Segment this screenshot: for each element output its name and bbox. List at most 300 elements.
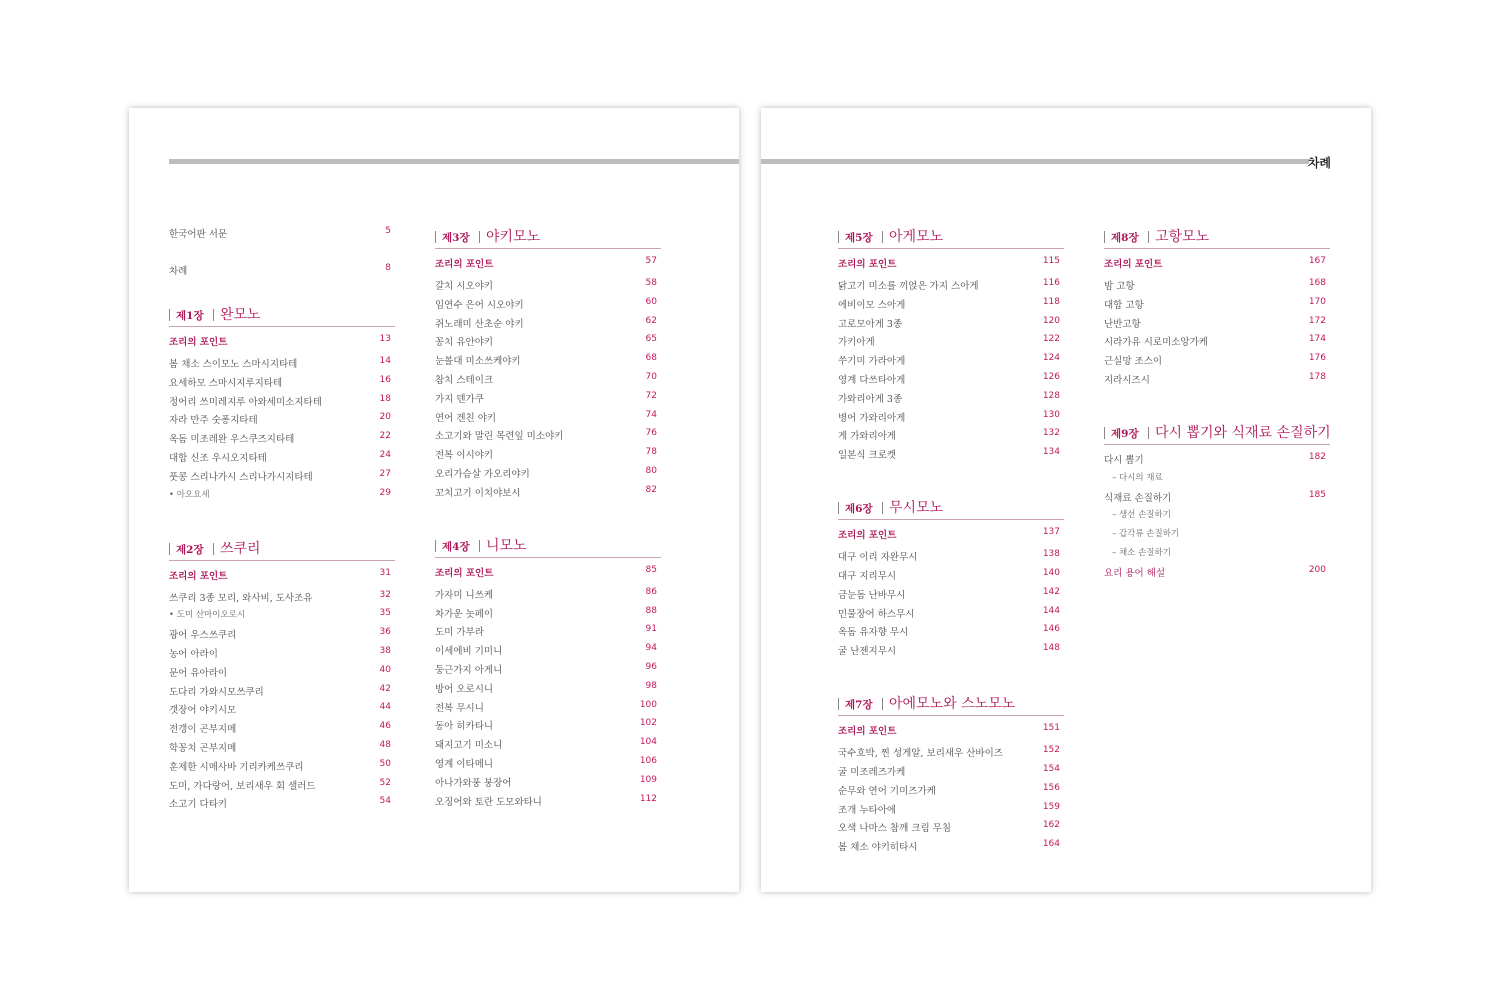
- toc-entry[interactable]: [838, 643, 1060, 657]
- entry-title: 아나가와풍 붕장어: [435, 777, 512, 789]
- entry-page-number: 115: [1042, 256, 1060, 266]
- toc-entry[interactable]: [435, 372, 657, 386]
- toc-entry[interactable]: [435, 775, 657, 789]
- entry-title: 차가운 놋페이: [435, 608, 494, 620]
- toc-entry[interactable]: [435, 737, 657, 751]
- toc-entry[interactable]: [435, 606, 657, 620]
- toc-entry[interactable]: [169, 356, 391, 370]
- entry-title: 식재료 손질하기: [1104, 492, 1172, 504]
- entry-title: 오징어와 토란 도모와타니: [435, 796, 542, 808]
- entry-title: 가키아게: [838, 337, 875, 349]
- toc-entry[interactable]: [169, 263, 391, 277]
- header-rule: [761, 159, 1309, 164]
- chapter-bar: [1104, 427, 1105, 439]
- entry-page-number: 100: [639, 699, 657, 710]
- entry-page-number: 50: [379, 758, 391, 769]
- entry-page-number: 78: [645, 447, 657, 458]
- point-entry[interactable]: [435, 565, 657, 579]
- toc-entry[interactable]: [838, 606, 1060, 620]
- entry-page-number: 154: [1042, 764, 1060, 774]
- entry-title: 봄 채소 야키히타시: [838, 842, 918, 854]
- toc-entry[interactable]: [838, 372, 1060, 386]
- entry-title: 연어 겐친 야키: [435, 412, 497, 424]
- toc-entry[interactable]: [169, 394, 391, 408]
- toc-entry[interactable]: [838, 410, 1060, 424]
- toc-entry[interactable]: [169, 684, 391, 698]
- chapter-heading: [169, 304, 395, 327]
- toc-entry[interactable]: [435, 316, 657, 330]
- toc-entry[interactable]: [435, 794, 657, 808]
- entry-title: 국수호박, 찐 성게알, 보리새우 산바이즈: [838, 748, 1003, 760]
- entry-title: 쑤기미 가라아게: [838, 356, 906, 368]
- toc-entry[interactable]: [169, 226, 391, 240]
- entry-title: 광어 우스쓰쿠리: [169, 630, 237, 642]
- entry-title: – 채소 손질하기: [1112, 548, 1171, 558]
- toc-entry[interactable]: [169, 702, 391, 716]
- entry-page-number: 88: [645, 605, 657, 616]
- toc-entry[interactable]: [435, 700, 657, 714]
- entry-page-number: 13: [379, 334, 391, 344]
- chapter-title: 고항모노: [1155, 229, 1210, 245]
- toc-entry[interactable]: [435, 643, 657, 657]
- chapter-bar: [213, 309, 214, 321]
- toc-entry[interactable]: [169, 665, 391, 679]
- toc-entry[interactable]: [169, 778, 391, 792]
- toc-entry[interactable]: [435, 466, 657, 480]
- entry-page-number: 137: [1042, 527, 1060, 538]
- toc-entry[interactable]: [169, 740, 391, 754]
- entry-page-number: 146: [1042, 624, 1060, 635]
- chapter-bar: [169, 309, 170, 321]
- entry-page-number: 16: [379, 374, 391, 385]
- entry-title: 전갱이 곤부지메: [169, 724, 237, 736]
- entry-page-number: 72: [645, 390, 657, 401]
- entry-title: 근실망 조스이: [1104, 356, 1163, 368]
- entry-page-number: 168: [1308, 278, 1326, 288]
- toc-entry[interactable]: [838, 447, 1060, 461]
- toc-entry[interactable]: [435, 681, 657, 695]
- entry-page-number: 104: [639, 737, 657, 748]
- entry-page-number: 142: [1042, 586, 1060, 597]
- entry-page-number: 134: [1042, 447, 1060, 458]
- entry-title: 동아 히카타니: [435, 721, 494, 733]
- entry-title: 대합 신조 우시오지타테: [169, 453, 267, 464]
- chapter-bar: [882, 698, 883, 710]
- chapter-title: 무시모노: [889, 500, 944, 517]
- entry-title: 요리 용어 해설: [1104, 567, 1166, 579]
- chapter-bar: [1148, 427, 1149, 439]
- entry-title: 게 가와리아게: [838, 431, 897, 443]
- entry-page-number: 138: [1042, 549, 1060, 560]
- entry-title: 임연수 은어 시오야키: [435, 299, 524, 311]
- toc-entry[interactable]: [1104, 334, 1326, 348]
- entry-page-number: 170: [1308, 296, 1326, 307]
- chapter-number: 제1장: [176, 310, 204, 322]
- entry-page-number: 94: [645, 643, 657, 654]
- toc-entry[interactable]: [1104, 565, 1326, 579]
- entry-page-number: 70: [645, 372, 657, 382]
- chapter-bar: [169, 543, 170, 555]
- entry-page-number: 124: [1042, 353, 1060, 364]
- entry-title: 에비이모 스아게: [838, 299, 906, 311]
- toc-entry[interactable]: [838, 549, 1060, 563]
- toc-entry[interactable]: [1104, 508, 1326, 522]
- chapter-number: 제6장: [845, 503, 873, 516]
- entry-page-number: 128: [1042, 390, 1060, 401]
- toc-entry[interactable]: [838, 428, 1060, 442]
- entry-page-number: 122: [1042, 334, 1060, 345]
- entry-page-number: 82: [645, 484, 657, 495]
- entry-title: 가지 덴가쿠: [435, 393, 484, 405]
- entry-title: 오색 나마스 참깨 크림 무침: [838, 823, 952, 835]
- toc-entry[interactable]: [435, 587, 657, 601]
- entry-title: 눈볼대 미소쓰케야키: [435, 356, 521, 368]
- chapter-bar: [838, 502, 839, 514]
- toc-entry[interactable]: [1104, 546, 1326, 560]
- toc-entry[interactable]: [1104, 490, 1326, 504]
- entry-title: 대구 이리 자완무시: [838, 552, 918, 564]
- entry-title: 도미, 가다랑어, 보리새우 회 샐러드: [169, 780, 316, 792]
- chapter-heading: [169, 538, 395, 561]
- entry-page-number: 116: [1042, 278, 1060, 288]
- toc-entry[interactable]: [838, 802, 1060, 816]
- entry-page-number: 86: [645, 586, 657, 597]
- point-entry[interactable]: [838, 723, 1060, 737]
- entry-page-number: 58: [645, 278, 657, 288]
- entry-title: 조리의 포인트: [169, 337, 228, 348]
- entry-page-number: 132: [1042, 428, 1060, 439]
- point-entry[interactable]: [435, 256, 657, 270]
- toc-entry[interactable]: [1104, 278, 1326, 292]
- entry-page-number: 126: [1042, 372, 1060, 382]
- point-entry[interactable]: [838, 256, 1060, 270]
- entry-title: 돼지고기 미소니: [435, 740, 503, 752]
- entry-page-number: 140: [1042, 568, 1060, 578]
- entry-title: 가자미 니쓰케: [435, 589, 494, 601]
- entry-title: 영계 다쓰타아게: [838, 375, 906, 386]
- chapter-bar: [1148, 231, 1149, 243]
- entry-title: 조리의 포인트: [838, 726, 897, 738]
- left-page: [129, 108, 739, 892]
- toc-entry[interactable]: [169, 627, 391, 641]
- toc-entry[interactable]: [435, 662, 657, 676]
- point-entry[interactable]: [169, 334, 391, 348]
- chapter-bar: [882, 502, 883, 514]
- chapter-title: 야키모노: [486, 229, 541, 245]
- entry-title: 굴 난젠지무시: [838, 646, 897, 658]
- toc-entry[interactable]: [838, 568, 1060, 582]
- entry-page-number: 178: [1308, 372, 1326, 382]
- entry-page-number: 57: [645, 256, 657, 266]
- chapter-title: 다시 뽑기와 식재료 손질하기: [1155, 425, 1331, 441]
- toc-entry[interactable]: [435, 410, 657, 424]
- entry-title: 가와리아게 3종: [838, 393, 903, 405]
- entry-page-number: 38: [379, 646, 391, 656]
- chapter-heading: [435, 535, 661, 558]
- toc-entry[interactable]: [838, 278, 1060, 292]
- toc-entry[interactable]: [169, 796, 391, 810]
- entry-title: 대합 고항: [1104, 299, 1144, 311]
- entry-title: – 갑각류 손질하기: [1112, 529, 1180, 540]
- entry-page-number: 48: [379, 740, 391, 750]
- toc-entry[interactable]: [1104, 316, 1326, 330]
- chapter-heading: [838, 693, 1064, 716]
- toc-entry[interactable]: [169, 646, 391, 660]
- point-entry[interactable]: [169, 568, 391, 582]
- chapter-bar: [838, 698, 839, 710]
- entry-title: 훈제한 시메사바 기리카케쓰쿠리: [169, 761, 304, 773]
- toc-entry[interactable]: [435, 447, 657, 461]
- entry-title: 순무와 연어 기미즈가케: [838, 785, 936, 797]
- entry-title: 방어 오로시니: [435, 683, 494, 695]
- entry-title: 갯장어 야키시모: [169, 705, 237, 717]
- chapter-number: 제7장: [845, 699, 873, 712]
- toc-entry[interactable]: [1104, 372, 1326, 386]
- entry-page-number: 36: [379, 627, 391, 638]
- toc-entry[interactable]: [435, 353, 657, 367]
- toc-entry[interactable]: [838, 764, 1060, 778]
- chapter-number: 제8장: [1111, 232, 1139, 244]
- toc-entry[interactable]: [169, 450, 391, 464]
- entry-title: 둥근가지 아게니: [435, 665, 503, 676]
- chapter-number: 제3장: [442, 232, 470, 244]
- entry-title: 전복 이시야키: [435, 450, 494, 462]
- entry-page-number: 106: [639, 756, 657, 766]
- toc-entry[interactable]: [169, 759, 391, 773]
- toc-entry[interactable]: [435, 624, 657, 638]
- entry-page-number: 80: [645, 466, 657, 476]
- entry-title: 민물장어 하스무시: [838, 608, 915, 620]
- entry-title: 전복 무시니: [435, 702, 484, 714]
- entry-title: 갈치 시오야키: [435, 281, 494, 292]
- entry-title: 오리가슴살 가오리야키: [435, 469, 530, 480]
- entry-title: 굴 미조레즈가케: [838, 767, 906, 778]
- entry-page-number: 85: [645, 564, 657, 575]
- entry-page-number: 46: [379, 721, 391, 732]
- entry-page-number: 42: [379, 683, 391, 694]
- entry-title: 쥐노래미 산초순 야키: [435, 318, 524, 330]
- right-page: [761, 108, 1371, 892]
- point-entry[interactable]: [1104, 256, 1326, 270]
- entry-page-number: 176: [1308, 353, 1326, 364]
- entry-title: 도다리 가와시모쓰쿠리: [169, 686, 264, 698]
- entry-page-number: 91: [645, 624, 657, 635]
- toc-entry[interactable]: [838, 334, 1060, 348]
- chapter-heading: [838, 226, 1064, 249]
- toc-entry[interactable]: [838, 587, 1060, 601]
- entry-page-number: 54: [379, 796, 391, 807]
- toc-entry[interactable]: [838, 783, 1060, 797]
- toc-entry[interactable]: [169, 412, 391, 426]
- toc-entry[interactable]: [1104, 452, 1326, 466]
- toc-entry[interactable]: [169, 488, 391, 502]
- toc-entry[interactable]: [1104, 471, 1326, 485]
- toc-entry[interactable]: [435, 756, 657, 770]
- entry-title: 고로모아게 3종: [838, 318, 903, 330]
- point-entry[interactable]: [838, 527, 1060, 541]
- toc-entry[interactable]: [435, 391, 657, 405]
- entry-title: 꽁치 유안야키: [435, 337, 494, 349]
- entry-title: 밤 고항: [1104, 281, 1135, 292]
- entry-title: 시라가유 시로미소앙가케: [1104, 337, 1208, 349]
- entry-page-number: 14: [379, 356, 391, 366]
- entry-page-number: 60: [645, 296, 657, 307]
- entry-page-number: 144: [1042, 605, 1060, 616]
- entry-page-number: 159: [1042, 801, 1060, 812]
- entry-page-number: 32: [379, 589, 391, 600]
- toc-entry[interactable]: [838, 745, 1060, 759]
- toc-entry[interactable]: [169, 431, 391, 445]
- entry-title: 참치 스테이크: [435, 375, 494, 386]
- toc-entry[interactable]: [435, 485, 657, 499]
- toc-entry[interactable]: [838, 353, 1060, 367]
- entry-page-number: 52: [379, 777, 391, 788]
- entry-page-number: 74: [645, 409, 657, 420]
- entry-title: 꼬치고기 이치야보시: [435, 487, 521, 499]
- entry-page-number: 44: [379, 702, 391, 713]
- entry-page-number: 151: [1042, 723, 1060, 734]
- entry-title: • 도미 산마이오로시: [169, 610, 246, 621]
- entry-title: 차례: [169, 266, 188, 277]
- entry-title: 조리의 포인트: [838, 259, 897, 270]
- entry-page-number: 18: [379, 393, 391, 404]
- chapter-bar: [1104, 231, 1105, 243]
- entry-page-number: 156: [1042, 782, 1060, 793]
- toc-entry[interactable]: [435, 334, 657, 348]
- entry-page-number: 148: [1042, 643, 1060, 654]
- entry-page-number: 96: [645, 662, 657, 672]
- entry-title: 조리의 포인트: [169, 570, 228, 582]
- entry-title: 병어 가와리아게: [838, 412, 906, 424]
- chapter-number: 제2장: [176, 543, 204, 556]
- entry-page-number: 27: [379, 468, 391, 479]
- chapter-number: 제9장: [1111, 428, 1139, 440]
- entry-title: 영계 이타메니: [435, 759, 494, 770]
- chapter-heading: [435, 226, 661, 249]
- toc-entry[interactable]: [838, 624, 1060, 638]
- entry-title: 도미 가부라: [435, 627, 484, 639]
- entry-title: 닭고기 미소를 끼얹은 가지 스아게: [838, 281, 979, 292]
- entry-title: 요세하모 스마시지루지타테: [169, 377, 283, 389]
- entry-title: 옥돔 유자향 무시: [838, 627, 909, 639]
- entry-page-number: 118: [1042, 296, 1060, 307]
- entry-title: 조리의 포인트: [435, 567, 494, 579]
- entry-page-number: 120: [1042, 315, 1060, 326]
- entry-title: • 아오요세: [169, 489, 210, 500]
- toc-entry[interactable]: [838, 297, 1060, 311]
- chapter-bar: [213, 543, 214, 555]
- entry-page-number: 40: [379, 664, 391, 675]
- chapter-title: 완모노: [220, 307, 261, 323]
- chapter-title: 니모노: [486, 537, 527, 554]
- chapter-bar: [838, 231, 839, 243]
- entry-page-number: 65: [645, 334, 657, 345]
- toc-entry[interactable]: [169, 590, 391, 604]
- entry-title: 금눈돔 난바무시: [838, 589, 906, 601]
- entry-title: 문어 유아라이: [169, 667, 228, 679]
- toc-entry[interactable]: [435, 428, 657, 442]
- entry-title: 쓰쿠리 3종 모리, 와사비, 도사조유: [169, 592, 313, 604]
- entry-page-number: 5: [385, 226, 391, 236]
- toc-entry[interactable]: [838, 316, 1060, 330]
- chapter-bar: [435, 540, 436, 552]
- entry-title: 조개 누타아에: [838, 804, 897, 816]
- chapter-bar: [435, 231, 436, 243]
- entry-title: 조리의 포인트: [435, 259, 494, 270]
- toc-entry[interactable]: [838, 820, 1060, 834]
- toc-entry[interactable]: [169, 469, 391, 483]
- running-head: 차례: [1307, 156, 1331, 170]
- chapter-bar: [882, 231, 883, 243]
- entry-title: 풋콩 스리나가시 스리나가시지타테: [169, 471, 313, 483]
- header-rule: [169, 159, 739, 164]
- entry-title: 소고기 다타키: [169, 799, 228, 811]
- entry-title: 자라 만주 숫퐁지타테: [169, 415, 258, 427]
- chapter-number: 제5장: [845, 232, 873, 244]
- entry-title: 소고기와 말린 목련잎 미소야키: [435, 431, 564, 443]
- toc-entry[interactable]: [169, 721, 391, 735]
- entry-title: 정어리 쓰미레지루 아와세미소지타테: [169, 396, 322, 408]
- toc-entry[interactable]: [435, 278, 657, 292]
- chapter-bar: [479, 540, 480, 552]
- entry-page-number: 22: [379, 431, 391, 442]
- entry-page-number: 162: [1042, 820, 1060, 831]
- entry-title: 조리의 포인트: [838, 530, 897, 542]
- entry-title: 지라시즈시: [1104, 375, 1150, 386]
- toc-entry[interactable]: [1104, 297, 1326, 311]
- toc-entry[interactable]: [838, 391, 1060, 405]
- chapter-title: 쓰쿠리: [220, 540, 261, 557]
- chapter-title: 아게모노: [889, 229, 944, 245]
- entry-title: 이세에비 기미니: [435, 646, 503, 658]
- entry-page-number: 24: [379, 450, 391, 460]
- entry-title: 옥돔 미조레완 우스쿠즈지타테: [169, 434, 295, 446]
- entry-title: – 생선 손질하기: [1112, 510, 1171, 521]
- entry-page-number: 164: [1042, 839, 1060, 850]
- chapter-number: 제4장: [442, 540, 470, 553]
- entry-page-number: 76: [645, 428, 657, 439]
- entry-title: 다시 뽑기: [1104, 455, 1144, 466]
- entry-page-number: 185: [1308, 489, 1326, 500]
- entry-title: 한국어판 서문: [169, 229, 228, 240]
- chapter-heading: [1104, 422, 1330, 445]
- entry-page-number: 172: [1308, 315, 1326, 326]
- entry-title: 농어 아라이: [169, 649, 218, 660]
- entry-title: 조리의 포인트: [1104, 259, 1163, 270]
- entry-page-number: 62: [645, 315, 657, 326]
- toc-entry[interactable]: [838, 839, 1060, 853]
- entry-title: 일본식 크로켓: [838, 450, 897, 462]
- toc-entry[interactable]: [435, 297, 657, 311]
- entry-title: 봄 채소 스이모노 스마시지타테: [169, 359, 298, 370]
- entry-page-number: 8: [385, 263, 391, 273]
- entry-page-number: 152: [1042, 745, 1060, 756]
- entry-page-number: 167: [1308, 256, 1326, 266]
- toc-entry[interactable]: [1104, 353, 1326, 367]
- entry-page-number: 29: [379, 487, 391, 498]
- entry-page-number: 200: [1308, 564, 1326, 575]
- entry-page-number: 112: [639, 793, 657, 804]
- entry-title: – 다시의 재료: [1112, 472, 1163, 483]
- toc-entry[interactable]: [169, 375, 391, 389]
- chapter-heading: [1104, 226, 1330, 249]
- toc-entry[interactable]: [169, 608, 391, 622]
- entry-page-number: 102: [639, 718, 657, 729]
- entry-page-number: 20: [379, 412, 391, 423]
- toc-entry[interactable]: [1104, 527, 1326, 541]
- toc-entry[interactable]: [435, 718, 657, 732]
- entry-title: 난반고항: [1104, 318, 1141, 330]
